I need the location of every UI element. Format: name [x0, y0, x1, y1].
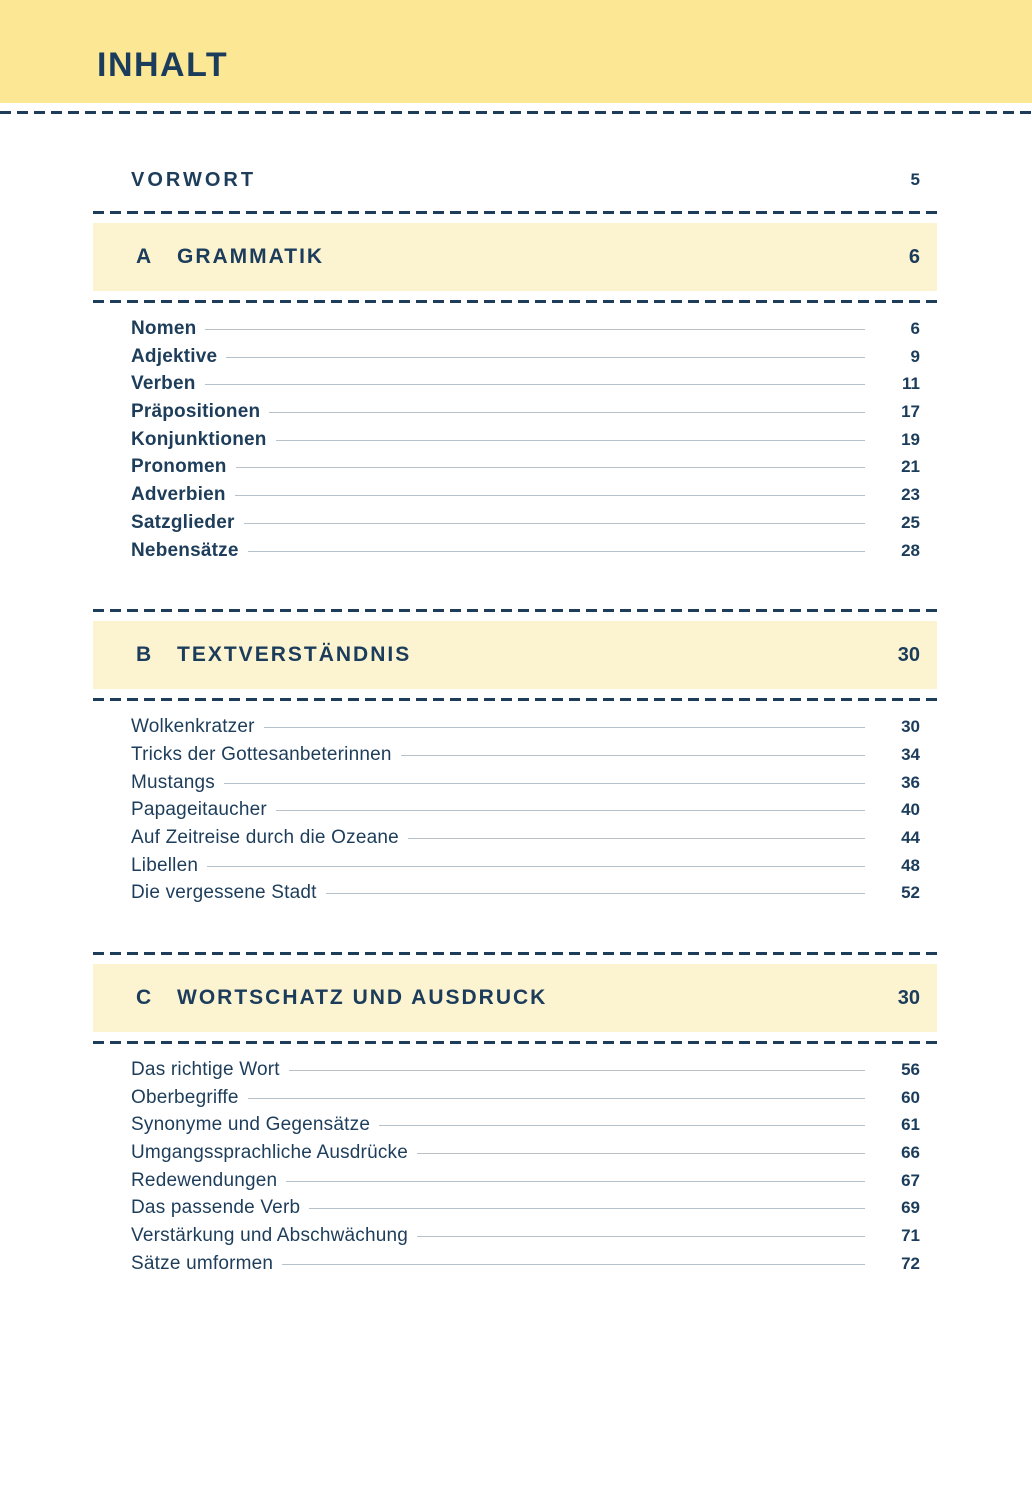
sections	[93, 211, 937, 1281]
item-label: Sätze umformen	[131, 1252, 274, 1274]
item-page-number: 30	[901, 717, 920, 737]
item-page-number: 60	[901, 1087, 920, 1107]
toc-section	[93, 211, 937, 567]
section-band-label	[93, 986, 865, 1010]
toc-content	[93, 166, 937, 1281]
item-label: Synonyme und Gegensätze	[131, 1114, 371, 1136]
toc-entry	[93, 799, 937, 827]
item-label: Adjektive	[131, 345, 218, 367]
toc-section	[93, 609, 937, 910]
section-letter: A	[136, 245, 154, 268]
item-label: Konjunktionen	[131, 428, 267, 450]
item-label: Verben	[131, 373, 196, 395]
toc-entry	[93, 512, 937, 540]
item-label: Das passende Verb	[131, 1197, 301, 1219]
leader-line	[205, 329, 865, 330]
item-label: Nebensätze	[131, 539, 239, 561]
toc-entry	[93, 882, 937, 910]
section-band-label	[93, 245, 865, 269]
toc-entry	[93, 1142, 937, 1170]
toc-entry	[93, 827, 937, 855]
section-band	[93, 621, 937, 689]
item-label: Adverbien	[131, 484, 226, 506]
toc-entry	[93, 373, 937, 401]
leader-line	[417, 1236, 865, 1237]
leader-line	[401, 755, 865, 756]
item-label: Tricks der Gottesanbeterinnen	[131, 743, 392, 765]
item-page-number: 6	[910, 319, 920, 338]
section-page-number: 30	[897, 986, 920, 1009]
leader-line	[224, 783, 865, 784]
item-page-number: 66	[901, 1143, 920, 1163]
vorwort-page-number: 5	[910, 170, 920, 189]
toc-entry	[93, 716, 937, 744]
item-page-number: 61	[901, 1115, 920, 1135]
item-label: Libellen	[131, 854, 199, 876]
leader-line	[248, 1098, 865, 1099]
leader-line	[282, 1264, 865, 1265]
item-label: Die vergessene Stadt	[131, 882, 317, 904]
item-page-number: 17	[901, 402, 920, 422]
section-band	[93, 223, 937, 291]
section-page-number: 30	[897, 643, 920, 666]
vorwort-row	[93, 166, 937, 194]
toc-entry	[93, 318, 937, 346]
page-title: INHALT	[97, 46, 229, 84]
item-page-number: 36	[901, 772, 920, 792]
item-label: Pronomen	[131, 456, 227, 478]
leader-line	[326, 893, 865, 894]
item-label: Nomen	[131, 318, 197, 339]
toc-entry	[93, 429, 937, 457]
leader-line	[235, 495, 865, 496]
item-label: Präpositionen	[131, 401, 261, 423]
leader-line	[379, 1125, 865, 1126]
leader-line	[236, 467, 865, 468]
item-label: Mustangs	[131, 771, 215, 793]
leader-line	[289, 1070, 865, 1071]
section-divider-bottom	[93, 1041, 937, 1044]
item-label: Wolkenkratzer	[131, 716, 255, 738]
toc-entry	[93, 1059, 937, 1087]
leader-line	[309, 1208, 865, 1209]
item-label: Oberbegriffe	[131, 1086, 239, 1108]
item-page-number: 67	[901, 1170, 920, 1190]
item-page-number: 56	[901, 1060, 920, 1079]
toc-entry	[93, 1225, 937, 1253]
item-page-number: 69	[901, 1198, 920, 1218]
toc-entry	[93, 484, 937, 512]
toc-entry	[93, 744, 937, 772]
item-label: Auf Zeitreise durch die Ozeane	[131, 826, 399, 848]
leader-line	[226, 357, 865, 358]
item-label: Redewendungen	[131, 1169, 278, 1191]
toc-entry	[93, 346, 937, 374]
item-page-number: 48	[901, 855, 920, 875]
leader-line	[205, 384, 865, 385]
section-band	[93, 964, 937, 1032]
section-title: TEXTVERSTÄNDNIS	[177, 643, 412, 667]
leader-line	[269, 412, 865, 413]
section-letter: B	[136, 643, 154, 667]
toc-entry	[93, 1253, 937, 1281]
toc-entry	[93, 1170, 937, 1198]
leader-line	[286, 1181, 865, 1182]
item-page-number: 44	[901, 827, 920, 847]
leader-line	[417, 1153, 865, 1154]
item-page-number: 28	[901, 540, 920, 560]
item-page-number: 71	[901, 1226, 920, 1246]
item-page-number: 19	[901, 429, 920, 449]
item-page-number: 52	[901, 883, 920, 903]
leader-line	[408, 838, 865, 839]
toc-entry	[93, 540, 937, 568]
item-page-number: 9	[910, 346, 920, 366]
item-label: Umgangssprachliche Ausdrücke	[131, 1142, 409, 1164]
section-divider-bottom	[93, 300, 937, 303]
toc-entry	[93, 855, 937, 883]
toc-entry	[93, 772, 937, 800]
item-page-number: 23	[901, 485, 920, 505]
leader-line	[244, 523, 865, 524]
section-letter: C	[136, 986, 154, 1009]
section-band-label	[93, 643, 865, 667]
leader-line	[276, 810, 865, 811]
header-divider	[0, 111, 1032, 114]
item-page-number: 72	[901, 1253, 920, 1273]
item-label: Verstärkung und Abschwächung	[131, 1225, 409, 1247]
section-divider-top	[93, 952, 937, 955]
toc-section	[93, 952, 937, 1281]
leader-line	[248, 551, 865, 552]
section-items	[93, 1059, 937, 1281]
item-page-number: 40	[901, 800, 920, 820]
toc-entry	[93, 1197, 937, 1225]
toc-entry	[93, 1087, 937, 1115]
page-header	[0, 0, 1032, 103]
leader-line	[264, 727, 865, 728]
toc-entry	[93, 401, 937, 429]
section-items	[93, 318, 937, 567]
toc-entry	[93, 456, 937, 484]
item-page-number: 25	[901, 512, 920, 532]
item-page-number: 21	[901, 457, 920, 477]
toc-entry	[93, 1114, 937, 1142]
item-page-number: 11	[902, 374, 920, 394]
section-divider-bottom	[93, 698, 937, 701]
section-title: WORTSCHATZ UND AUSDRUCK	[177, 986, 548, 1009]
item-page-number: 34	[901, 744, 920, 764]
item-label: Satzglieder	[131, 511, 235, 533]
section-title: GRAMMATIK	[177, 245, 325, 268]
section-divider-top	[93, 609, 937, 612]
section-divider-top	[93, 211, 937, 214]
item-label: Papageitaucher	[131, 799, 267, 821]
section-page-number: 6	[908, 245, 920, 268]
leader-line	[207, 866, 865, 867]
leader-line	[276, 440, 865, 441]
section-items	[93, 716, 937, 910]
vorwort-label: VORWORT	[131, 168, 257, 191]
item-label: Das richtige Wort	[131, 1059, 280, 1080]
